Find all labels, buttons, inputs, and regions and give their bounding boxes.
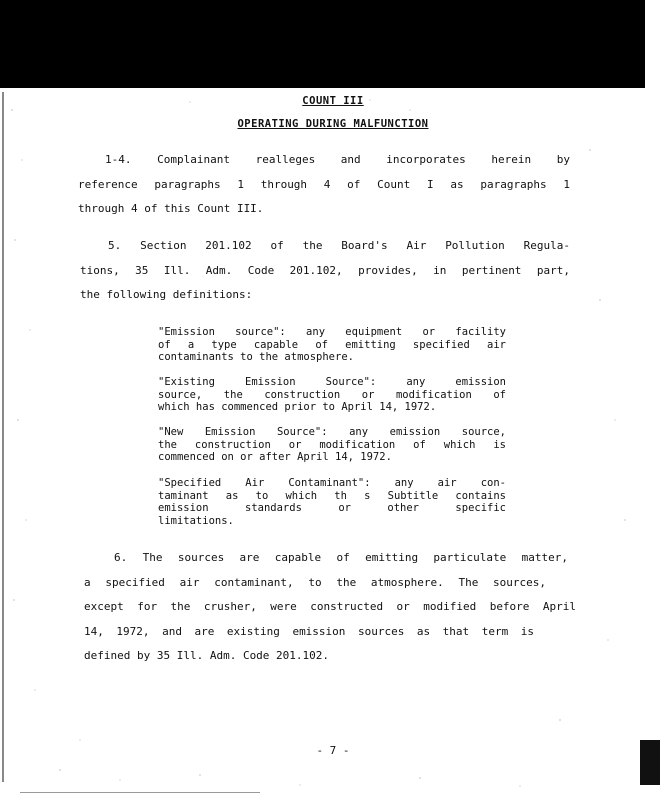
scan-bottom-rule [20,792,260,793]
paragraph-line: reference paragraphs 1 through 4 of Count I as paragraphs 1 [78,177,570,191]
paragraph-line: the following definitions: [80,288,253,301]
definition-line: limitations. [158,514,234,527]
paragraph-line: a specified air contaminant, to the atmosphere. The sources, [84,575,546,589]
paragraph-line: 14, 1972, and are existing emission sources as that term is [84,624,534,638]
paragraph-line: defined by 35 Ill. Adm. Code 201.102. [84,649,330,662]
definition-line: "Existing Emission Source": any emission [158,376,506,388]
definition-line: source, the construction or modification of [158,388,506,401]
paragraph-6 [84,546,576,669]
definition-line: which has commenced prior to April 14, 1972. [158,401,437,413]
definition-existing-emission-source [158,376,506,414]
definition-line: "Specified Air Contaminant": any air con- [158,477,506,489]
definition-specified-air-contaminant [158,477,506,527]
definition-line: contaminants to the atmosphere. [158,351,354,363]
page-subtitle: OPERATING DURING MALFUNCTION [237,118,429,130]
paragraph-line: 1-4. Complainant realleges and incorporates herein by [105,153,570,166]
definition-line: the construction or modification of which is [158,438,506,451]
paragraph-line: tions, 35 Ill. Adm. Code 201.102, provides, in pertinent part, [80,263,570,277]
definition-new-emission-source [158,426,506,464]
paragraph-line: 5. Section 201.102 of the Board's Air Pollution Regula- [108,239,570,252]
paragraph-line: except for the crusher, were constructed or modified before April [84,600,576,613]
paragraph-line: 6. The sources are capable of emitting particulate matter, [114,551,568,564]
definition-line: "Emission source": any equipment or facility [158,326,506,338]
page-number: - 7 - [316,744,350,757]
definition-line: taminant as to which th s Subtitle contains [158,489,506,502]
page-title: COUNT III [302,95,364,107]
scan-left-edge [2,92,4,782]
scan-top-band [0,0,645,88]
definition-emission-source [158,326,506,364]
paragraph-line: through 4 of this Count III. [78,202,264,215]
definition-line: commenced on or after April 14, 1972. [158,451,392,463]
paragraph-1-4 [78,148,570,222]
paragraph-5 [80,234,570,308]
definition-line: emission standards or other specific [158,502,506,514]
definition-line: of a type capable of emitting specified air [158,338,506,351]
definition-line: "New Emission Source": any emission source, [158,426,506,438]
